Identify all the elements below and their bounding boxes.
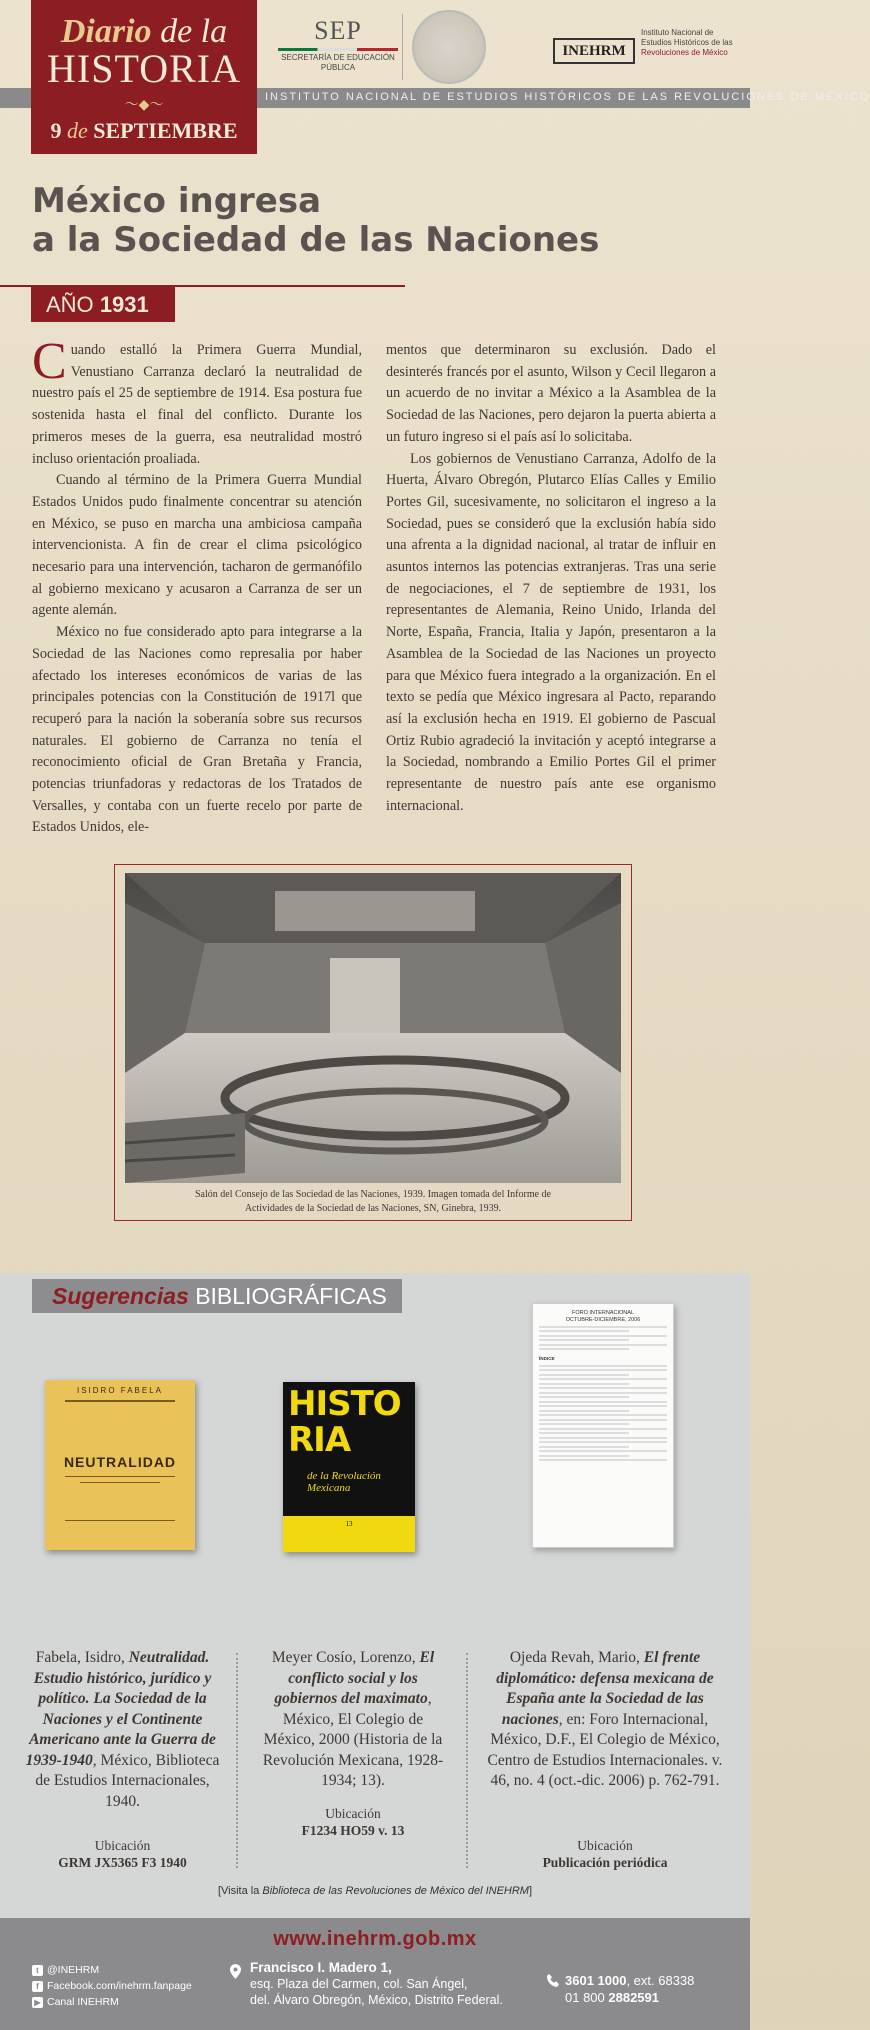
council-hall-photo[interactable] (125, 873, 621, 1183)
social-links (32, 1962, 192, 2010)
photo-caption: Salón del Consejo de las Sociedad de las Naciones, 1939. Imagen tomada del Informe de Actividades de la Sociedad de las Naciones, SN, Ginebra, 1939. (194, 1189, 551, 1214)
paragraph: mentos que determinaron su exclusión. Dado el desinterés francés por el asunto, Wilson y Cecil llegaron a un acuerdo de no invitar a México a la Asamblea de la Sociedad de las Naciones, pero dejaron la puerta abierta a un futuro ingreso si el país así lo solicitaba. (386, 342, 716, 445)
book-cover-neutralidad[interactable]: ISIDRO FABELA NEUTRALIDAD (45, 1380, 195, 1550)
facebook-icon: f (32, 1981, 43, 1992)
footer (0, 1918, 750, 2030)
location-2: Ubicación F1234 HO59 v. 13 (301, 1806, 405, 1838)
bibliography-entry-2: Meyer Cosío, Lorenzo, El conflicto social y los gobiernos del maximato, México, El Colegio de México, 2000 (Historia de la Revolución Mexicana, 1928-1934; 13). (262, 1649, 444, 1789)
divider (402, 14, 403, 80)
phone-info[interactable]: 3601 1000, ext. 68338 01 800 2882591 (565, 1972, 745, 2006)
bibliography-entry-3: Ojeda Revah, Mario, El frente diplomático: defensa mexicana de España ante la Sociedad de las naciones, en: Foro Internacional, México, D.F., El Colegio de México, Centro de Estudios Internacionales. v. 46, no. 4 (oct.-dic. 2006) p. 762-791. (487, 1649, 723, 1789)
logo-date: 9 de SEPTIEMBRE (50, 118, 238, 143)
sep-logo[interactable] (278, 16, 398, 73)
header (0, 0, 750, 143)
article-column-1 (32, 333, 362, 839)
divider (466, 1653, 468, 1868)
twitter-icon: t (32, 1965, 43, 1976)
paragraph: México no fue considerado apto para integrarse a la Sociedad de las Naciones como represalia por haber afectado los intereses económicos de varias de las principales potencias con la Constitución de 1917l que recuperó para la nación la soberanía sobre sus recursos naturales. El gobierno de Carranza no tenía el reconocimiento oficial de Gran Bretaña y Francia, potencias triunfadoras y redactoras de los Tratados de Versalles, y contaba con un fuerte recelo por parte de Estados Unidos, ele- (32, 624, 362, 836)
phone-icon (547, 1974, 559, 1987)
twitter-link[interactable]: t @INEHRM (32, 1962, 192, 1978)
website-link[interactable]: www.inehrm.gob.mx (273, 1928, 477, 1950)
address: Francisco I. Madero 1, esq. Plaza del Carmen, col. San Ángel, del. Álvaro Obregón, México, Distrito Federal. (250, 1960, 550, 2008)
sep-title: SEP (314, 16, 362, 45)
paragraph: Cuando estalló la Primera Guerra Mundial, Venustiano Carranza declaró la neutralidad de nuestro país el 25 de septiembre de 1914. Esa postura fue sostenida hasta el final del conflicto. Durante los primeros meses de la guerra, esa neutralidad mostró incluso orientación proaliada. (32, 333, 362, 467)
year-badge: AÑO 1931 (31, 287, 175, 322)
location-pin-icon (230, 1964, 241, 1979)
national-seal-icon (412, 10, 486, 84)
youtube-icon: ▶ (32, 1997, 43, 2008)
page-title: México ingresa a la Sociedad de las Naciones (32, 181, 600, 260)
sep-flag-bar (278, 48, 398, 51)
divider (236, 1653, 238, 1868)
library-note[interactable]: [Visita la Biblioteca de las Revoluciones de México del INEHRM] (217, 1885, 533, 1897)
location-3: Ubicación Publicación periódica (542, 1838, 668, 1870)
book-cover-number: 13 (283, 1516, 415, 1552)
article-column-2 (386, 340, 716, 817)
paragraph: Cuando al término de la Primera Guerra Mundial Estados Unidos pudo finalmente concentrar su atención en México, se puso en marcha una ambiciosa campaña intervencionista. A fin de crear el clima psicológico necesario para una intervención, tacharon de germanófilo al gobierno mexicano y acusaron a Carranza de ser un agente alemán. (32, 472, 362, 619)
bibliography-entry-1: Fabela, Isidro, Neutralidad. Estudio histórico, jurídico y político. La Sociedad de la Naciones y el Continente Americano ante la Guerra de 1939-1940, México, Biblioteca de Estudios Internacionales, 1940. (25, 1649, 220, 1810)
inehrm-logo[interactable] (553, 24, 743, 68)
inehrm-name: Instituto Nacional de Estudios Históricos de las Revoluciones de México (641, 28, 733, 57)
diario-logo[interactable] (31, 0, 257, 154)
book-cover-foro[interactable]: FORO INTERNACIONAL OCTUBRE-DICIEMBRE, 2006 ÍNDICE (532, 1303, 674, 1548)
institute-band: INSTITUTO NACIONAL DE ESTUDIOS HISTÓRICOS DE LAS REVOLUCIONES DE MÉXICO (0, 88, 750, 108)
location-1: Ubicación GRM JX5365 F3 1940 (58, 1838, 187, 1870)
paragraph: Los gobiernos de Venustiano Carranza, Adolfo de la Huerta, Álvaro Obregón, Plutarco Elías Calles y Emilio Portes Gil, sucesivamente, no solicitaron el ingreso a la Sociedad, pues se consideró que la exclusión había sido una afrenta a la dignidad nacional, al tratar de influir en asuntos internos las potencias extranjeras. Tras una serie de negociaciones, el 7 de septiembre de 1931, los representantes de Alemania, Reino Unido, Irlanda del Norte, España, Francia, Italia y Japón, presentaron a la Asamblea de la Sociedad de las Naciones un proyecto para que México fuera integrado a la organización. En el texto se pedía que México ingresara al Pacto, reparando así la exclusión hecha en 1919. El gobierno de Pascual Ortiz Rubio agradeció la invitación y aceptó integrarse a la Sociedad, nombrando a Emilio Portes Gil el primer representante de nuestro país ante ese organismo internacional. (386, 450, 716, 814)
bibliography-section (0, 1273, 750, 1918)
logo-title-line2: HISTORIA (47, 46, 241, 91)
inehrm-abbr: INEHRM (553, 38, 635, 64)
logo-title-line1: Diario de la (60, 13, 228, 50)
sep-subtitle: SECRETARÍA DE EDUCACIÓN PÚBLICA (281, 53, 395, 72)
photo-figure (114, 864, 632, 1221)
book-cover-historia[interactable]: HISTO RIA de la Revolución Mexicana 13 (283, 1382, 415, 1552)
section-title: Sugerencias BIBLIOGRÁFICAS (32, 1279, 402, 1313)
facebook-link[interactable]: f Facebook.com/inehrm.fanpage (32, 1978, 192, 1994)
ornament-icon: ～◆～ (124, 98, 164, 113)
youtube-link[interactable]: ▶ Canal INEHRM (32, 1994, 192, 2010)
drop-cap: C (32, 333, 67, 390)
